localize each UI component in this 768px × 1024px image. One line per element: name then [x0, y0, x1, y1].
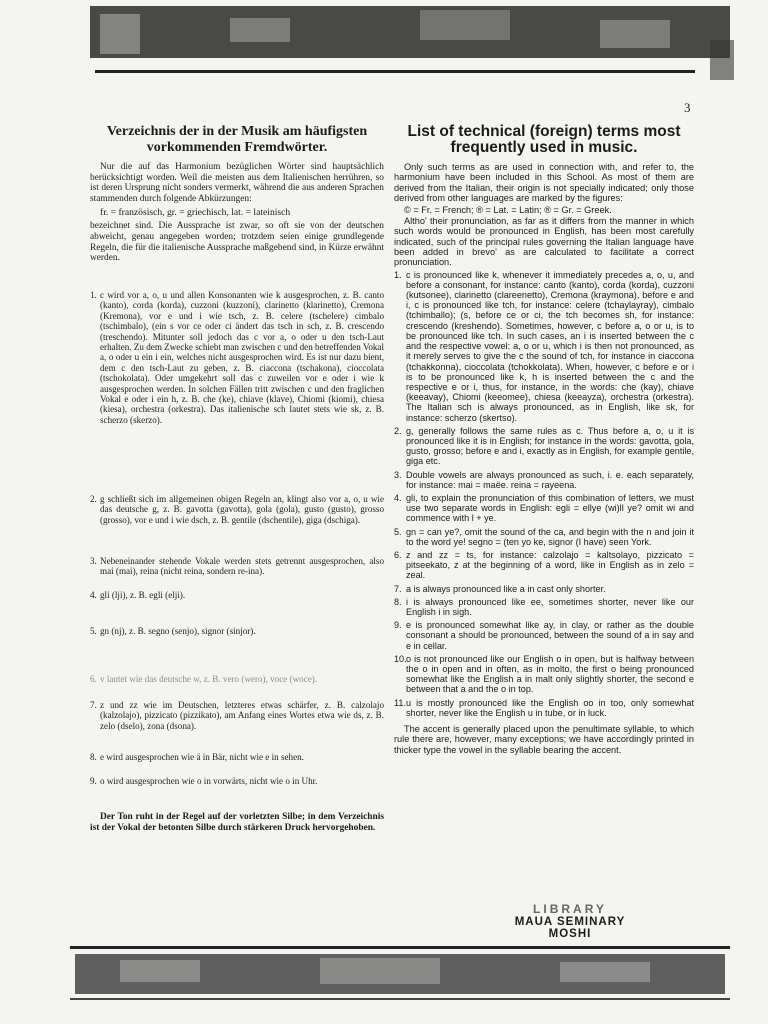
english-accent-note: The accent is generally placed upon the penultimate syllable, to which rule there are, however, many exceptions; we have accordingly printed in thicker type the vowel in the syllable bearing the accent. — [394, 724, 694, 755]
german-title: Verzeichnis der in der Musik am häufigsten vorkommenden Fremdwörter. — [106, 124, 368, 155]
german-item-8: 8. e wird ausgesprochen wie ä in Bär, nicht wie e in sehen. — [90, 752, 304, 762]
stamp-line-place: MOSHI — [548, 928, 592, 940]
stamp-line-seminary: MAUA SEMINARY — [514, 916, 626, 928]
english-item-10: 10. o is not pronounced like our English o in open, but is halfway between the o in open and in often, as in molto, the first o being pronounced somewhat like the English a in malt only slightly shorter, the second e between that a and the o in top. — [394, 653, 694, 695]
english-column — [394, 124, 694, 764]
german-item-1: 1. c wird vor a, o, u und allen Konsonanten wie k ausgesprochen, z. B. canto (kanto), corda (korda), cuzzoni (kuzzoni), clarinetto (klarinetto), Cremona (Kremona), vor e und i wie tsch, z. B. celere (tschelere) cimbalo (tschimbalo), (ein s vor ce oder ci ändert das tsch in sch, z. B. crescendo (treschendo). Mitunter soll jedoch das c vor a, o oder u den tsch-Laut erhalten. Zu dem Zwecke schiebt man zwischen c und den betreffenden Vokal a, o oder u ein i ein, welches nicht ausgesprochen wird. Es ist nur dazu bient, dem c den tsch-Laut zu geben, z. B. ciaccona (tschakona), cioccolata (tschokolata). Oder umgekehrt soll das c zuweilen vor e oder i wie k ausgesprochen werden. In solchen Fällen tritt zwischen c und den fraglichen Vokal e oder i ein h, z. B. che (ke), chiave (klave), Chiomi (kiomi), chiesa (kiesa), orchestra (orkestra). Das italienische sch lautet stets wie sk, z. B. scherzo (skerzo). — [90, 290, 384, 425]
english-item-11: 11. u is mostly pronounced like the English oo in too, only somewhat shorter, never like the English u in tube, or in luck. — [394, 697, 694, 718]
german-item-5: 5. gn (nj), z. B. segno (senjo), signor (sinjor). — [90, 626, 256, 636]
german-item-7: 7. z und zz wie im Deutschen, letzteres etwas schärfer, z. B. calzolajo (kalzolajo), pizzicato (pizzikato), am Anfang eines Wortes etwa wie ds, z. B. zelo (dselo), zona (dsona). — [90, 700, 384, 731]
scan-edge-bottom — [0, 940, 768, 1024]
english-title: List of technical (foreign) terms most frequently used in music. — [407, 123, 681, 156]
english-intro-2: Altho' their pronunciation, as far as it differs from the manner in which such words would be pronounced in English, has been most carefully indicated, such of the principal rules governing the Italian language have been added in brevo' as are calculated to facilitate a correct pronunciation. — [394, 216, 694, 268]
english-item-4: 4. gli, to explain the pronunciation of this combination of letters, we must use two separate words in English: egli = ellye (wi)ll ye? omit wi and commence with l + ye. — [394, 492, 694, 524]
english-item-8: 8. i is always pronounced like ee, sometimes shorter, never like our English i in sigh. — [394, 596, 694, 617]
english-item-2: 2. g, generally follows the same rules as c. Thus before a, o, u it is pronounced like it is in English; for instance in the words: gavotta, gola, gusto, grosso; before e and i, exactly as in English, for example gentile, giga etc. — [394, 425, 694, 467]
stamp-line-library: LIBRARY — [533, 902, 607, 916]
german-item-6: 6. v lautet wie das deutsche w, z. B. vero (wero), voce (woce). — [90, 674, 318, 684]
german-intro-2: bezeichnet sind. Die Aussprache ist zwar, so oft sie von der deutschen abweicht, genau angegeben worden; trotzdem seien einige grundlegende Regeln, die für die italienische Aussprache maßgebend sind, in Kürze erwähnt werden. — [90, 221, 384, 264]
german-item-3: 3. Nebeneinander stehende Vokale werden stets getrennt ausgesprochen, also mai (mai), reina (nicht reina, sondern re-ina). — [90, 556, 384, 577]
english-item-3: 3. Double vowels are always pronounced as such, i. e. each separately, for instance: mai = maëe. reina = rayeena. — [394, 469, 694, 490]
english-item-9: 9. e is pronounced somewhat like ay, in clay, or rather as the double consonant a should be pronounced, between the sound of a in say and e in cellar. — [394, 620, 694, 651]
german-item-2: 2. g schließt sich im allgemeinen obigen Regeln an, klingt also vor a, o, u wie das deutsche g, z. B. gavotta (gavotta), gola (gola), gusto (gusto), grosso (grosso), vor e und i wie dsch, z. B. gentile (dschentile), giga (dschiga). — [90, 494, 384, 525]
german-item-4: 4. gli (lji), z. B. egli (elji). — [90, 590, 186, 600]
german-intro: Nur die auf das Harmonium bezüglichen Wörter sind hauptsächlich berücksichtigt worden. Weil die meisten aus dem Italienischen herrühren, so ist deren Ursprung nicht sonders vermerkt, während die aus anderen Sprachen stammenden durch folgende Abkürzungen: — [90, 162, 384, 204]
page-number: 3 — [684, 100, 691, 115]
german-accent-note: Der Ton ruht in der Regel auf der vorletzten Silbe; in dem Verzeichnis ist der Vokal der betonten Silbe durch stärkeren Druck hervorgehoben. — [90, 812, 384, 833]
english-item-7: 7. a is always pronounced like a in cast only shorter. — [394, 583, 606, 594]
english-item-1: 1. c is pronounced like k, whenever it immediately precedes a, o, u, and before a consonant, for instance: canto (kanto), corda (korda), cuzzoni (kutsonee), clarinetto (clareenetto), Cremona (kraymona), before e and i, c is pronounced like tch, for instance: celere (tchaylayray), cimbalo (tchimballo); (s, before ce or ci, the tch becomes sh, for instance: crescendo (kreshendo). Sometimes, however, c before a, o or u, is to be pronounced like tch. In such cases, an i is inserted between the c and the respective vowel: a, o or u, which i is then not pronounced, as it merely serves to give the c the sound of tch, for instance in ciaccona (tchakkonna), cioccolata (tchokkolata). When, however, c before e or i is to be pronounced like k, h is inserted between the c and the respective e or i, thus, for instance, in the words: che (kay), chiave (keeavay), Chiomi (keeomee), chiesa (keeayza), orchestra (orkestra). The Italian sch is always pronounced, as in English, like sk, for instance: scherzo (skertso). — [394, 269, 694, 423]
german-abbreviations: fr. = französisch, gr. = griechisch, lat. = lateinisch — [100, 207, 291, 219]
english-intro: Only such terms as are used in connection with, and refer to, the harmonium have been included in this School. As most of them are derived from the Italian, their origin is not specially indicated; only those derived from other languages are marked by the figures: — [394, 162, 694, 203]
german-column — [90, 124, 384, 833]
scan-edge-top — [0, 0, 768, 92]
library-stamp — [500, 902, 640, 940]
english-legend: © = Fr. = French; ® = Lat. = Latin; ® = Gr. = Greek. — [404, 205, 612, 216]
english-item-5: 5. gn = can ye?, omit the sound of the ca, and begin with the n and join it to the word ye! segno = (ten yo ke, signor (I have) seen York. — [394, 526, 694, 547]
english-item-6: 6. z and zz = ts, for instance: calzolajo = kaltsolayo, pizzicato = pitseekato, z at the beginning of a word, like in English as in zelo = zeal. — [394, 549, 694, 581]
german-item-9: 9. o wird ausgesprochen wie o in vorwärts, nicht wie o in Uhr. — [90, 776, 318, 786]
english-rules-list — [394, 270, 694, 718]
